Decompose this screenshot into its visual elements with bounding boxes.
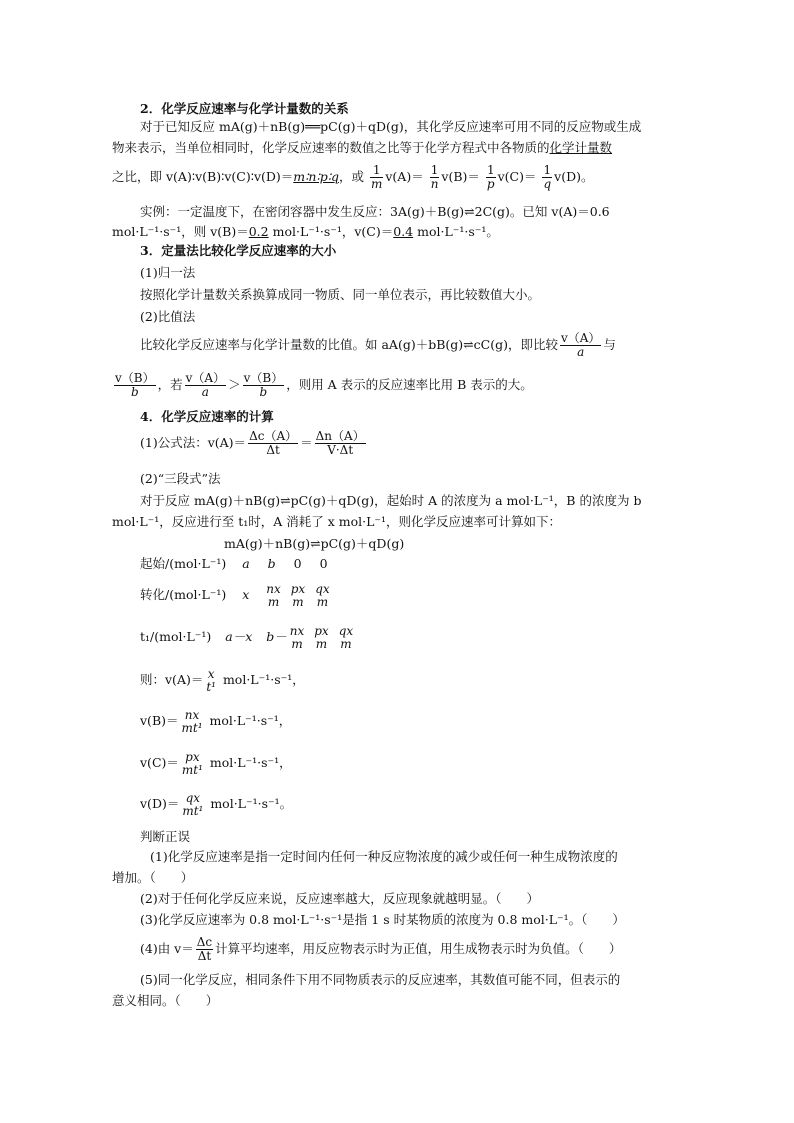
judge-heading: 判断正误 — [140, 829, 191, 844]
reaction-equation: mA(g)＋nB(g)⇌pC(g)＋qD(g) — [224, 536, 405, 551]
rate-vA: 则：v(A)＝ x t¹ mol·L⁻¹·s⁻¹， — [140, 666, 305, 694]
fraction: $\frac{1}{q}$ — [543, 163, 552, 191]
fraction: $\frac{1}{n}$ — [430, 163, 439, 191]
table-row-initial: 起始/(mol·L⁻¹) a b 0 0 — [140, 556, 328, 571]
method-1-text: 按照化学计量数关系换算成同一物质、同一单位表示，再比较数值大小。 — [140, 287, 541, 302]
fraction: qx mt¹ — [182, 790, 204, 818]
section-3-heading: 3．定量法比较化学反应速率的大小 — [140, 243, 337, 258]
section-2-para-line3: 之比，即 v(A)∶v(B)∶v(C)∶v(D)＝m∶n∶p∶q，或 $\frac{1}{m}$ v(A)＝ $\frac{1}{n}$ v(B)＝ $\frac{1}{p}$ v(C)＝ $\frac{1}{q}$ v(D)。 — [112, 163, 594, 191]
section-2-para-line2: 物来表示，当单位相同时，化学反应速率的数值之比等于化学方程式中各物质的化学计量数 — [112, 140, 613, 155]
rate-vD: v(D)＝ qx mt¹ mol·L⁻¹·s⁻¹。 — [140, 790, 293, 818]
judge-item-4: (4)由 v＝ $\frac{\Delta c}{\Delta t}$ 计算平均速率，用反应物表示时为正值，用生成物表示时为负值。（ ） — [140, 935, 622, 963]
fraction: px m — [290, 581, 306, 609]
table-row-t1: t₁/(mol·L⁻¹) a－x b－ nx m px m qx m — [140, 623, 354, 651]
section-2-para-line1: 对于已知反应 mA(g)＋nB(g)══pC(g)＋qD(g)，其化学反应速率可用不同的反应物或生成 — [140, 119, 642, 134]
method-1-title: (1)归一法 — [140, 265, 196, 280]
method-2-text-line2: $\frac{v(B)}{b}$ ，若 $\frac{v(A)}{a}$ ＞ $\frac{v(B)}{b}$ ，则用 A 表示的反应速率比用 B 表示的大。 — [115, 371, 533, 399]
table-row-change: 转化/(mol·L⁻¹) x nx m px m qx m — [140, 581, 330, 609]
judge-item-1-line2: 增加。（ ） — [112, 870, 194, 885]
method-2-text-line1: 比较化学反应速率与化学计量数的比值。如 aA(g)＋bB(g)⇌cC(g)，即比较 $\frac{v(A)}{a}$ 与 — [140, 331, 616, 359]
fraction: qx m — [338, 623, 354, 651]
blank-answer: 0.4 — [393, 224, 414, 239]
fraction: px m — [314, 623, 329, 651]
three-stage-text-line1: 对于反应 mA(g)＋nB(g)⇌pC(g)＋qD(g)，起始时 A 的浓度为 a mol·L⁻¹，B 的浓度为 b — [140, 493, 642, 508]
fraction: nx m — [266, 581, 281, 609]
section-4-heading: 4．化学反应速率的计算 — [140, 409, 274, 424]
judge-item-1-line1: (1)化学反应速率是指一定时间内任何一种反应物浓度的减少或任何一种生成物浓度的 — [150, 849, 618, 864]
section-2-example-line1: 实例：一定温度下，在密闭容器中发生反应：3A(g)＋B(g)⇌2C(g)。已知 v(A)＝0.6 — [140, 204, 610, 219]
fraction: $\frac{\Delta n(A)}{V\cdot\Delta t}$ — [315, 429, 365, 457]
fraction: x t¹ — [206, 666, 216, 694]
judge-item-5-line1: (5)同一化学反应，相同条件下用不同物质表示的反应速率，其数值可能不同，但表示的 — [140, 972, 621, 987]
fraction: px mt¹ — [181, 749, 203, 777]
blank-answer: 0.2 — [248, 224, 269, 239]
rate-vC: v(C)＝ px mt¹ mol·L⁻¹·s⁻¹， — [140, 749, 292, 777]
fraction: qx m — [315, 581, 330, 609]
fraction: $\frac{v(A)}{a}$ — [185, 371, 226, 399]
judge-item-5-line2: 意义相同。（ ） — [112, 993, 219, 1008]
formula-method: (1)公式法：v(A)＝ $\frac{\Delta c(A)}{\Delta t}$ ＝ $\frac{\Delta n(A)}{V\cdot\Delta t}$ — [140, 429, 365, 457]
fraction: $\frac{1}{p}$ — [486, 163, 495, 191]
fraction: $\frac{1}{m}$ — [370, 163, 383, 191]
section-2-example-line2: mol·L⁻¹·s⁻¹，则 v(B)＝0.2 mol·L⁻¹·s⁻¹，v(C)＝0.4 mol·L⁻¹·s⁻¹。 — [112, 224, 499, 239]
method-2-title: (2)比值法 — [140, 309, 196, 324]
fraction: $\frac{\Delta c}{\Delta t}$ — [196, 935, 213, 963]
judge-item-3: (3)化学反应速率为 0.8 mol·L⁻¹·s⁻¹是指 1 s 时某物质的浓度为 0.8 mol·L⁻¹。（ ） — [140, 912, 625, 927]
fraction: nx mt¹ — [181, 707, 203, 735]
blank-answer: m∶n∶p∶q — [293, 169, 339, 184]
three-stage-title: (2)“三段式”法 — [140, 471, 221, 486]
fraction: $\frac{v(B)}{b}$ — [115, 371, 155, 399]
fraction: $\frac{v(A)}{a}$ — [560, 331, 601, 359]
fraction: $\frac{v(B)}{b}$ — [243, 371, 284, 399]
fraction: nx m — [289, 623, 305, 651]
judge-item-2: (2)对于任何化学反应来说，反应速率越大，反应现象就越明显。（ ） — [140, 891, 539, 906]
three-stage-text-line2: mol·L⁻¹，反应进行至 t₁时，A 消耗了 x mol·L⁻¹，则化学反应速率可计算如下： — [112, 514, 562, 529]
fraction: $\frac{\Delta c(A)}{\Delta t}$ — [249, 429, 298, 457]
section-2-heading: 2．化学反应速率与化学计量数的关系 — [140, 101, 349, 116]
rate-vB: v(B)＝ nx mt¹ mol·L⁻¹·s⁻¹， — [140, 707, 292, 735]
blank-answer: 化学计量数 — [549, 140, 613, 155]
